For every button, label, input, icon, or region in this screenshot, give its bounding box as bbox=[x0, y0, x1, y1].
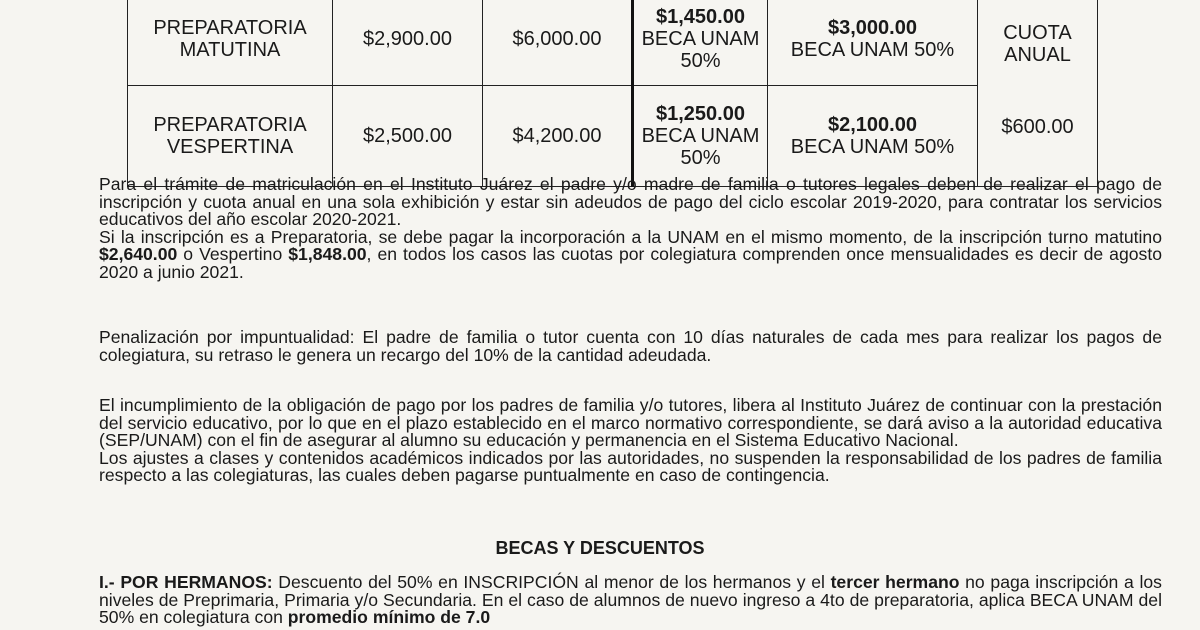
quota-value-cell: $600.00 bbox=[978, 85, 1098, 187]
obligation-paragraph bbox=[99, 397, 1162, 485]
adjustments-text: Los ajustes a clases y contenidos académicos indicados por las autoridades, no suspenden la responsabilidad de los padres de familia respecto a las colegiaturas, las cuales deben pagarse puntualmente en caso de contingencia. bbox=[99, 447, 1162, 485]
beca-cell bbox=[633, 85, 768, 187]
price-cell: $2,900.00 bbox=[333, 0, 483, 85]
beca-amount: $2,100.00 bbox=[828, 113, 917, 136]
beca-label: BECA UNAM 50% bbox=[790, 38, 955, 61]
beca-amount: $3,000.00 bbox=[828, 16, 917, 39]
beca-amount: $1,250.00 bbox=[656, 102, 745, 125]
price-cell: $4,200.00 bbox=[483, 85, 633, 187]
beca-label: BECA UNAM 50% bbox=[641, 27, 760, 72]
bold-run: promedio mínimo de 7.0 bbox=[287, 607, 491, 627]
amount-vespertino: $1,848.00 bbox=[288, 244, 367, 264]
fee-table bbox=[127, 0, 1098, 187]
text-run: , en todos los casos las cuotas por colegiatura comprenden once mensualidades es decir de agosto 2020 a junio 2021. bbox=[99, 244, 1162, 282]
amount-matutino: $2,640.00 bbox=[99, 244, 178, 264]
beca-label: BECA UNAM 50% bbox=[641, 124, 760, 169]
item-label: I.- POR HERMANOS: bbox=[99, 572, 273, 592]
siblings-text bbox=[99, 574, 1162, 627]
penalty-text: Penalización por impuntualidad: El padre de familia o tutor cuenta con 10 días naturales de cada mes para realizar los pagos de colegiatura, su retraso le genera un recargo del 10% de la cantidad adeudada. bbox=[99, 327, 1162, 365]
unam-incorporation-text bbox=[99, 226, 1162, 282]
text-run: no paga inscripción a los niveles de Preprimaria, Primaria y/o Secundaria. En el caso de alumnos de nuevo ingreso a 4to de preparatoria, aplica BECA UNAM del 50% en colegiatura con bbox=[99, 572, 1162, 627]
table-row-vespertina bbox=[128, 85, 1098, 187]
section-heading: BECAS Y DESCUENTOS bbox=[495, 538, 705, 558]
text-run: Si la inscripción es a Preparatoria, se debe pagar la incorporación a la UNAM en el mismo momento, de la inscripción turno matutino bbox=[99, 226, 1162, 247]
bold-run: tercer hermano bbox=[830, 572, 960, 592]
beca-amount: $1,450.00 bbox=[656, 5, 745, 28]
level-cell: PREPARATORIA MATUTINA bbox=[128, 0, 333, 85]
beca-label: BECA UNAM 50% bbox=[790, 135, 955, 158]
enrollment-paragraph bbox=[99, 176, 1162, 281]
price-cell: $6,000.00 bbox=[483, 0, 633, 85]
obligation-text: El incumplimiento de la obligación de pago por los padres de familia y/o tutores, libera al Instituto Juárez de continuar con la prestación del servicio educativo, por lo que en el plazo establecido en el marco normativo correspondiente, se dará aviso a la autoridad educativa (SEP/UNAM) con el fin de asegurar al alumno su educación y permanencia en el Sistema Educativo Nacional. bbox=[99, 395, 1162, 450]
penalty-paragraph bbox=[99, 329, 1162, 364]
beca-cell bbox=[633, 0, 768, 85]
beca-cell bbox=[768, 0, 978, 85]
siblings-paragraph bbox=[99, 574, 1162, 627]
table-row-matutina bbox=[128, 0, 1098, 85]
level-cell: PREPARATORIA VESPERTINA bbox=[128, 85, 333, 187]
quota-label-cell: CUOTA ANUAL bbox=[978, 0, 1098, 85]
text-run: o Vespertino bbox=[177, 244, 289, 264]
enrollment-text: Para el trámite de matriculación en el Instituto Juárez el padre y/o madre de familia o tutores legales deben de realizar el pago de inscripción y cuota anual en una sola exhibición y estar sin adeudos de pago del ciclo escolar 2019-2020, para contratar los servicios educativos del año escolar 2020-2021. bbox=[99, 174, 1162, 229]
text-run: Descuento del 50% en INSCRIPCIÓN al menor de los hermanos y el bbox=[272, 572, 831, 592]
price-cell: $2,500.00 bbox=[333, 85, 483, 187]
beca-cell bbox=[768, 85, 978, 187]
